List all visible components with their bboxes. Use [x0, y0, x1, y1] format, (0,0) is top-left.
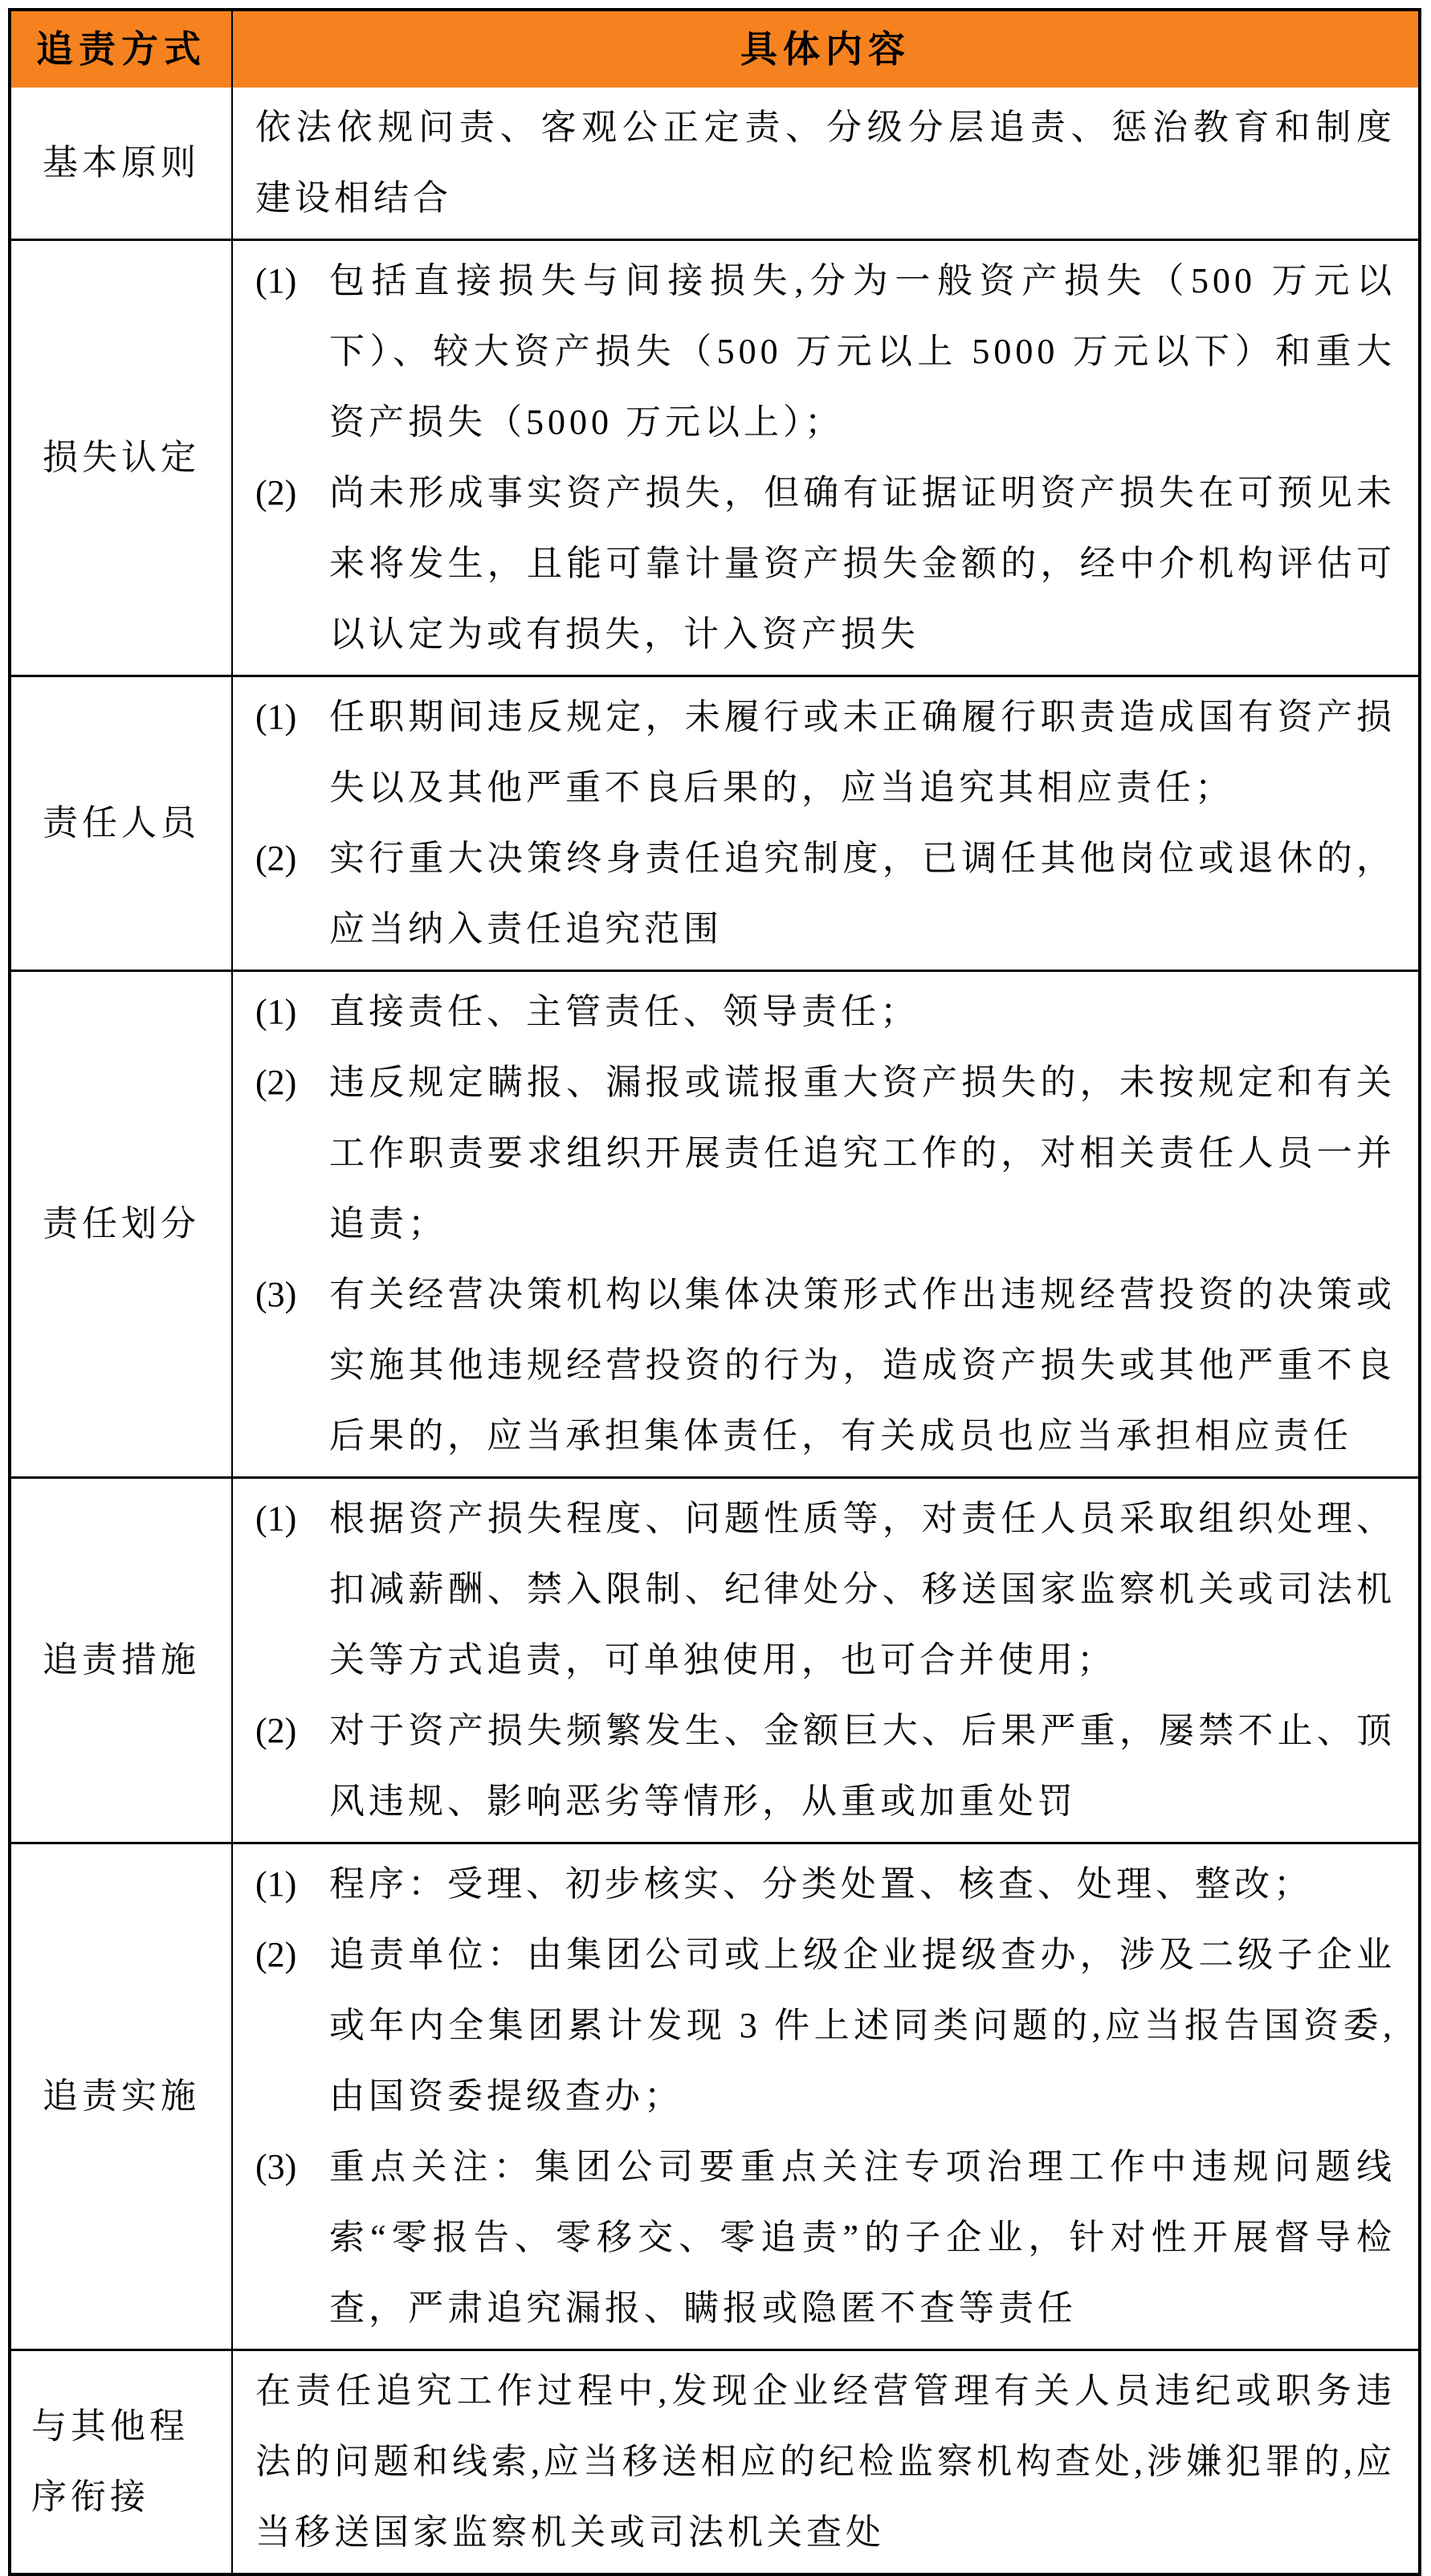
item-marker: (1) [255, 697, 297, 737]
item-text: 在责任追究工作过程中,发现企业经营管理有关人员违纪或职务违法的问题和线索,应当移送相应的纪检监察机构查处,涉嫌犯罪的,应当移送国家监察机关或司法机关查处 [255, 2371, 1396, 2552]
content-item [255, 682, 1396, 823]
content-item [255, 2132, 1396, 2344]
item-text: 有关经营决策机构以集体决策形式作出违规经营投资的决策或实施其他违规经营投资的行为，造成资产损失或其他严重不良后果的，应当承担集体责任，有关成员也应当承担相应责任 [329, 1275, 1396, 1455]
item-marker: (2) [255, 473, 297, 512]
content-item [255, 246, 1396, 458]
content-item [255, 823, 1396, 965]
row-content [233, 88, 1418, 239]
item-text: 追责单位：由集团公司或上级企业提级查办，涉及二级子企业或年内全集团累计发现 3 件上述同类问题的,应当报告国资委,由国资委提级查办； [329, 1935, 1396, 2116]
row-content [233, 677, 1418, 970]
item-text: 直接责任、主管责任、领导责任； [329, 992, 919, 1031]
row-content [233, 241, 1418, 675]
item-text: 任职期间违反规定，未履行或未正确履行职责造成国有资产损失以及其他严重不良后果的，应当追究其相应责任； [329, 697, 1396, 807]
table-row [11, 675, 1418, 970]
row-label: 基本原则 [11, 88, 233, 239]
item-text: 根据资产损失程度、问题性质等，对责任人员采取组织处理、扣减薪酬、禁入限制、纪律处分、移送国家监察机关或司法机关等方式追责，可单独使用，也可合并使用； [329, 1499, 1396, 1680]
item-text: 依法依规问责、客观公正定责、分级分层追责、惩治教育和制度建设相结合 [255, 108, 1396, 218]
table-row [11, 239, 1418, 675]
item-marker: (1) [255, 1864, 297, 1904]
item-marker: (1) [255, 1499, 297, 1538]
item-marker: (2) [255, 1711, 297, 1750]
row-content [233, 2351, 1418, 2573]
row-label: 损失认定 [11, 241, 233, 675]
header-cell-method: 追责方式 [11, 11, 233, 88]
header-cell-content: 具体内容 [233, 11, 1418, 88]
content-item [255, 1849, 1396, 1920]
row-label: 责任人员 [11, 677, 233, 970]
content-item [255, 1047, 1396, 1259]
content-item [255, 458, 1396, 670]
item-marker: (1) [255, 992, 297, 1031]
table-row [11, 88, 1418, 239]
item-marker: (3) [255, 2147, 297, 2186]
table-row [11, 1842, 1418, 2349]
row-label: 追责措施 [11, 1479, 233, 1842]
item-text: 违反规定瞒报、漏报或谎报重大资产损失的，未按规定和有关工作职责要求组织开展责任追究工作的，对相关责任人员一并追责； [329, 1063, 1396, 1243]
content-item [255, 977, 1396, 1047]
row-label: 追责实施 [11, 1844, 233, 2349]
content-item [255, 2356, 1396, 2568]
row-content [233, 1479, 1418, 1842]
table-header-row [11, 11, 1418, 88]
item-text: 重点关注：集团公司要重点关注专项治理工作中违规问题线索“零报告、零移交、零追责”的子企业，针对性开展督导检查，严肃追究漏报、瞒报或隐匿不查等责任 [329, 2147, 1396, 2328]
content-item [255, 1696, 1396, 1837]
item-text: 对于资产损失频繁发生、金额巨大、后果严重，屡禁不止、顶风违规、影响恶劣等情形，从重或加重处罚 [329, 1711, 1396, 1821]
item-marker: (2) [255, 1063, 297, 1102]
item-text: 包括直接损失与间接损失,分为一般资产损失（500 万元以下）、较大资产损失（500 万元以上 5000 万元以下）和重大资产损失（5000 万元以上）； [329, 261, 1396, 442]
row-content [233, 972, 1418, 1476]
table-row [11, 1476, 1418, 1842]
row-label: 与其他程序衔接 [11, 2351, 233, 2573]
row-label: 责任划分 [11, 972, 233, 1476]
table-row [11, 2349, 1418, 2573]
table-row [11, 970, 1418, 1476]
item-marker: (1) [255, 261, 297, 300]
item-text: 程序：受理、初步核实、分类处置、核查、处理、整改； [329, 1864, 1313, 1904]
accountability-table [8, 8, 1421, 2576]
item-marker: (3) [255, 1275, 297, 1314]
content-item [255, 1484, 1396, 1696]
item-marker: (2) [255, 1935, 297, 1974]
row-content [233, 1844, 1418, 2349]
content-item [255, 1259, 1396, 1472]
content-item [255, 1920, 1396, 2132]
item-marker: (2) [255, 839, 297, 878]
content-item [255, 92, 1396, 234]
item-text: 尚未形成事实资产损失，但确有证据证明资产损失在可预见未来将发生，且能可靠计量资产损失金额的，经中介机构评估可以认定为或有损失，计入资产损失 [329, 473, 1396, 654]
table-body [11, 88, 1418, 2573]
item-text: 实行重大决策终身责任追究制度，已调任其他岗位或退休的，应当纳入责任追究范围 [329, 839, 1396, 949]
